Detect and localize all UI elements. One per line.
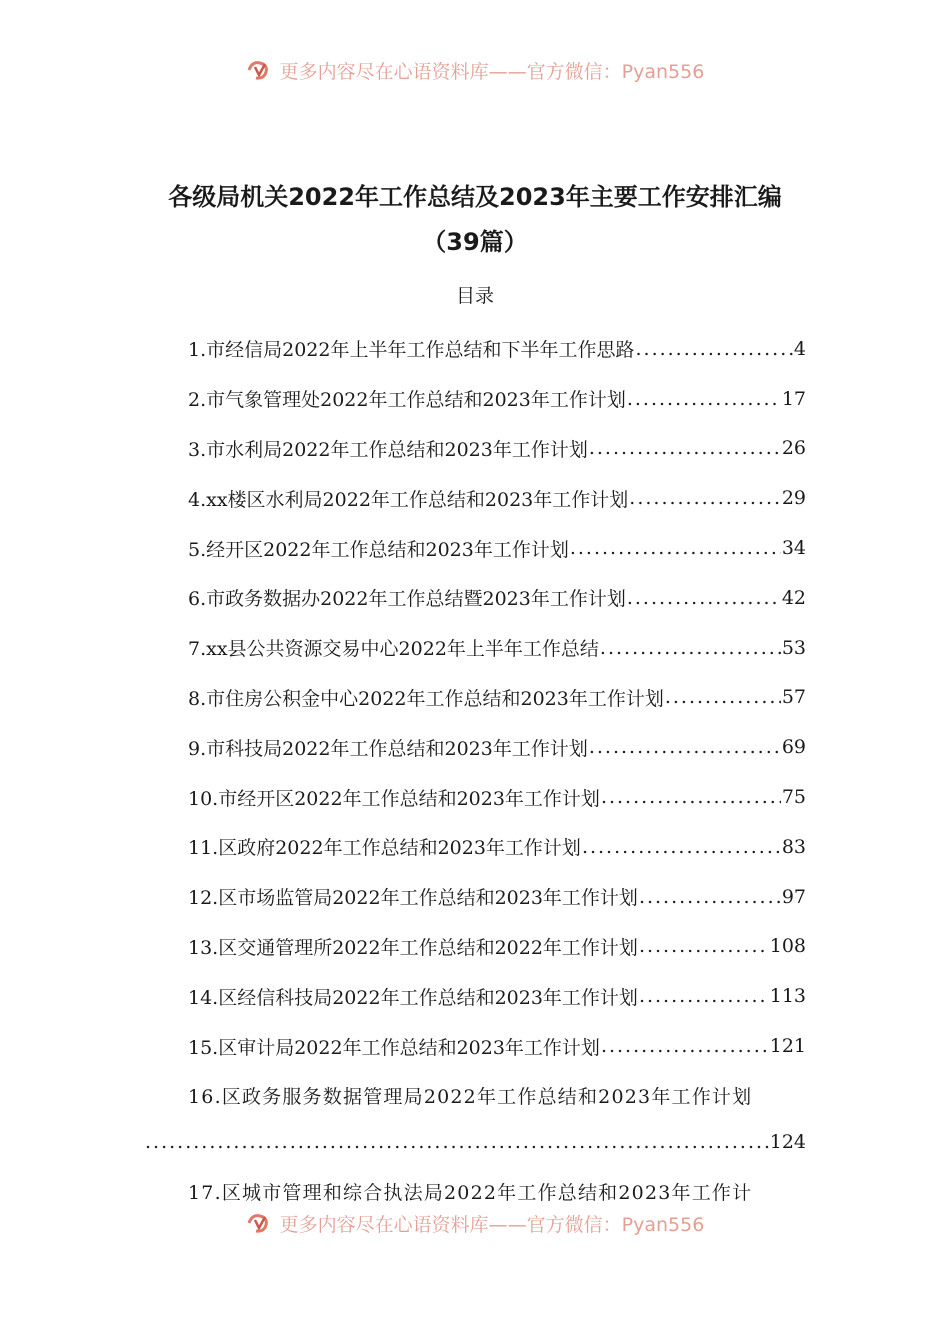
toc-entry-page: 108	[769, 935, 806, 958]
watermark-text: 更多内容尽在心语资料库——官方微信：Pyan556	[279, 1213, 705, 1236]
toc-leader-dots	[627, 587, 781, 609]
toc-leader-dots	[627, 388, 781, 410]
toc-entry-page: 34	[781, 537, 806, 560]
toc-entry[interactable]	[188, 772, 806, 822]
toc-leader-dots	[600, 637, 781, 659]
toc-entry-page: 97	[781, 885, 806, 908]
toc-entry-continuation[interactable]	[144, 1117, 806, 1167]
toc-leader-dots	[665, 686, 781, 708]
toc-entry-title: 15.区审计局2022年工作总结和2023年工作计划	[188, 1036, 600, 1059]
toc-entry[interactable]	[188, 324, 806, 374]
toc-leader-dots	[589, 437, 781, 459]
toc-entry-title: 8.市住房公积金中心2022年工作总结和2023年工作计划	[188, 687, 664, 710]
toc-entry-page: 53	[781, 636, 806, 659]
watermark-text: 更多内容尽在心语资料库——官方微信：Pyan556	[279, 60, 705, 83]
toc-leader-dots	[601, 786, 781, 808]
toc-entry-title: 16.区政务服务数据管理局2022年工作总结和2023年工作计划	[188, 1086, 753, 1109]
toc-entry[interactable]	[188, 573, 806, 623]
toc-entry-title: 10.市经开区2022年工作总结和2023年工作计划	[188, 787, 600, 810]
toc-entry[interactable]	[188, 872, 806, 922]
document-title	[0, 177, 950, 262]
toc-entry-title: 13.区交通管理所2022年工作总结和2022年工作计划	[188, 936, 638, 959]
toc-leader-dots	[629, 487, 781, 509]
toc-leader-dots	[582, 836, 781, 858]
toc-entry-page: 17	[781, 387, 806, 410]
toc-leader-dots	[570, 537, 781, 559]
toc-entry-page: 124	[769, 1130, 806, 1153]
toc-entry-title: 4.xx楼区水利局2022年工作总结和2023年工作计划	[188, 488, 629, 511]
toc-entry-page: 69	[781, 736, 806, 759]
title-line-2: （39篇）	[422, 228, 528, 256]
toc-entry-title: 17.区城市管理和综合执法局2022年工作总结和2023年工作计	[188, 1182, 753, 1205]
toc-leader-dots	[639, 935, 769, 957]
toc-leader-dots	[639, 886, 781, 908]
watermark-bottom	[0, 1208, 950, 1238]
toc-leader-dots	[145, 1131, 769, 1153]
toc-entry-page: 75	[781, 786, 806, 809]
toc-entry-title: 9.市科技局2022年工作总结和2023年工作计划	[188, 737, 588, 760]
title-line-1: 各级局机关2022年工作总结及2023年主要工作安排汇编	[168, 183, 782, 211]
toc-entry-title: 2.市气象管理处2022年工作总结和2023年工作计划	[188, 389, 626, 412]
toc-entry-page: 121	[769, 1035, 806, 1058]
toc-entry-page: 42	[781, 586, 806, 609]
toc-entry-title: 5.经开区2022年工作总结和2023年工作计划	[188, 538, 569, 561]
toc-entry[interactable]	[188, 673, 806, 723]
watermark-top	[0, 55, 950, 85]
toc-leader-dots	[639, 985, 769, 1007]
toc-entry-title: 1.市经信局2022年上半年工作总结和下半年工作思路	[188, 339, 635, 362]
toc-entry[interactable]	[188, 922, 806, 972]
toc-entry-page: 83	[781, 835, 806, 858]
toc-entry[interactable]	[188, 971, 806, 1021]
toc-entry-title: 12.区市场监管局2022年工作总结和2023年工作计划	[188, 887, 638, 910]
toc-entry-page: 26	[781, 437, 806, 460]
toc-entry[interactable]	[188, 623, 806, 673]
brand-logo-icon	[246, 1211, 274, 1235]
toc-entry-title: 7.xx县公共资源交易中心2022年上半年工作总结	[188, 638, 599, 661]
toc-entry-page: 4	[793, 337, 806, 360]
toc-entry[interactable]	[188, 523, 806, 573]
toc-leader-dots	[601, 1035, 769, 1057]
toc-entry-page: 113	[769, 985, 806, 1008]
toc-entry-page: 57	[781, 686, 806, 709]
toc-heading: 目录	[455, 285, 494, 307]
toc-entry[interactable]	[188, 822, 806, 872]
toc-entry[interactable]	[188, 424, 806, 474]
toc-entry[interactable]	[188, 1071, 806, 1121]
toc-entry-page: 29	[781, 487, 806, 510]
table-of-contents	[188, 324, 806, 1121]
toc-entry[interactable]	[188, 374, 806, 424]
toc-entry-title: 11.区政府2022年工作总结和2023年工作计划	[188, 837, 581, 860]
toc-entry-title: 14.区经信科技局2022年工作总结和2023年工作计划	[188, 986, 638, 1009]
toc-entry[interactable]	[188, 722, 806, 772]
toc-entry[interactable]	[188, 473, 806, 523]
toc-entry-title: 6.市政务数据办2022年工作总结暨2023年工作计划	[188, 588, 626, 611]
toc-entry-title: 3.市水利局2022年工作总结和2023年工作计划	[188, 438, 588, 461]
toc-leader-dots	[635, 338, 792, 360]
brand-logo-icon	[246, 58, 274, 82]
toc-leader-dots	[589, 736, 781, 758]
toc-entry[interactable]	[188, 1021, 806, 1071]
